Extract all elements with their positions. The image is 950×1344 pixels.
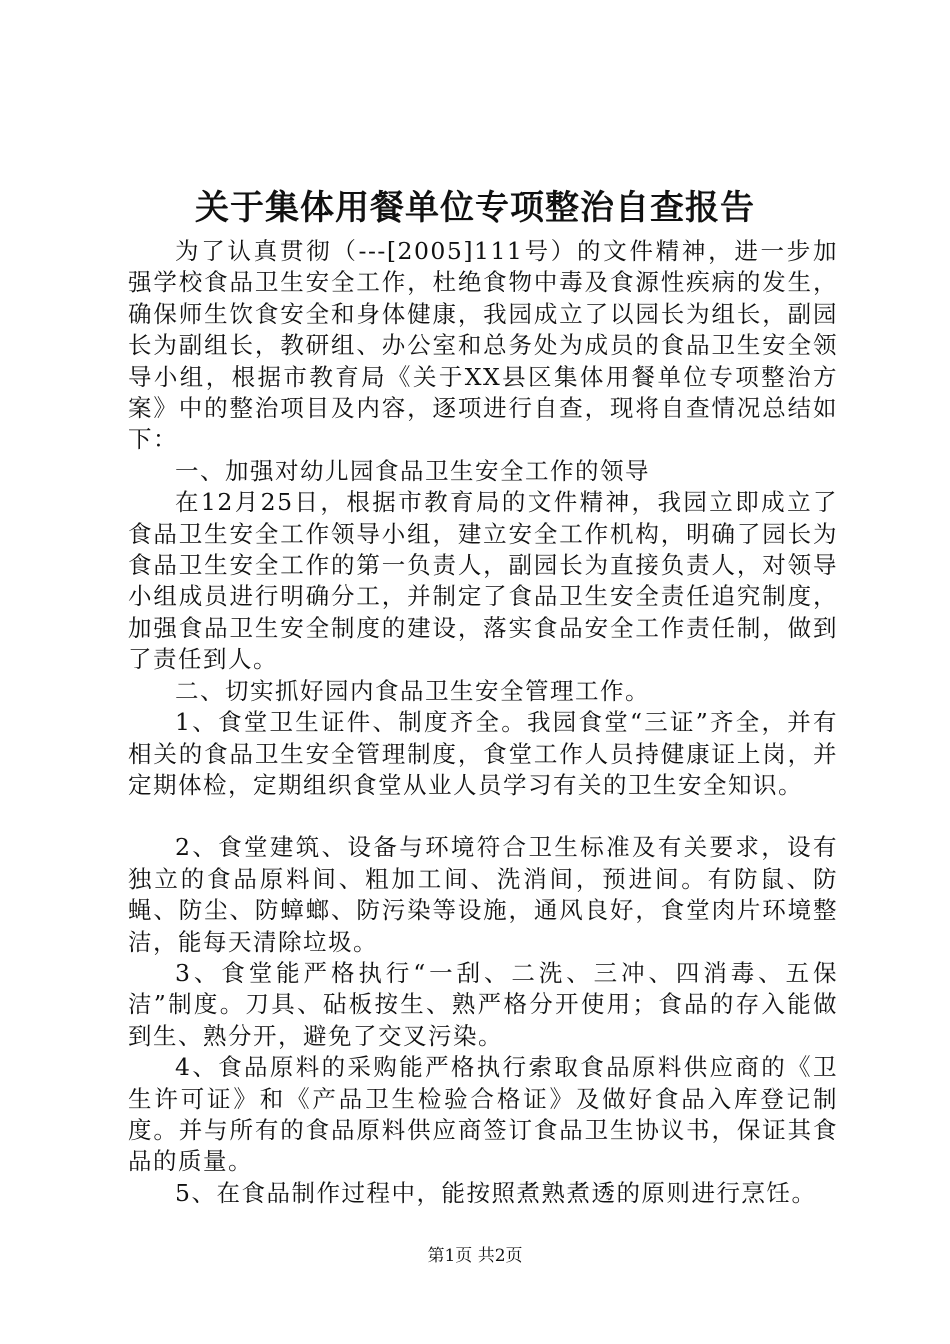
item-3-paragraph: 3、食堂能严格执行“一刮、二洗、三冲、四消毒、五保洁”制度。刀具、砧板按生、熟严格分开使用；食品的存入能做到生、熟分开，避免了交叉污染。 xyxy=(128,958,838,1050)
item-4-paragraph: 4、食品原料的采购能严格执行索取食品原料供应商的《卫生许可证》和《产品卫生检验合格证》及做好食品入库登记制度。并与所有的食品原料供应商签订食品卫生协议书，保证其食品的质量。 xyxy=(128,1053,838,1176)
intro-paragraph: 为了认真贯彻（---[2005]111号）的文件精神，进一步加强学校食品卫生安全工作，杜绝食物中毒及食源性疾病的发生，确保师生饮食安全和身体健康，我园成立了以园长为组长，副园长为副组长，教研组、办公室和总务处为成员的食品卫生安全领导小组，根据市教育局《关于XX县区集体用餐单位专项整治方案》中的整治项目及内容，逐项进行自查，现将自查情况总结如下： xyxy=(128,237,838,454)
item-1-paragraph: 1、食堂卫生证件、制度齐全。我园食堂“三证”齐全，并有相关的食品卫生安全管理制度，食堂工作人员持健康证上岗，并定期体检，定期组织食堂从业人员学习有关的卫生安全知识。 xyxy=(128,708,838,799)
item-5-paragraph: 5、在食品制作过程中，能按照煮熟煮透的原则进行烹饪。 xyxy=(175,1178,817,1207)
paragraph-spacer xyxy=(128,801,838,832)
document-body xyxy=(128,236,838,1209)
section-1-paragraph: 在12月25日，根据市教育局的文件精神，我园立即成立了食品卫生安全工作领导小组，建立安全工作机构，明确了园长为食品卫生安全工作的第一负责人，副园长为直接负责人，对领导小组成员进行明确分工，并制定了食品卫生安全责任追究制度，加强食品卫生安全制度的建设，落实食品安全工作责任制，做到了责任到人。 xyxy=(128,488,838,674)
document-title: 关于集体用餐单位专项整治自查报告 xyxy=(195,188,755,228)
item-2-paragraph: 2、食堂建筑、设备与环境符合卫生标准及有关要求，设有独立的食品原料间、粗加工间、洗消间，预进间。有防鼠、防蝇、防尘、防蟑螂、防污染等设施，通风良好，食堂肉片环境整洁，能每天清除垃圾。 xyxy=(128,833,838,956)
section-heading-1: 一、加强对幼儿园食品卫生安全工作的领导 xyxy=(175,456,650,485)
section-heading-2: 二、切实抓好园内食品卫生安全管理工作。 xyxy=(175,676,650,705)
page-footer: 第1页 共2页 xyxy=(427,1246,523,1266)
